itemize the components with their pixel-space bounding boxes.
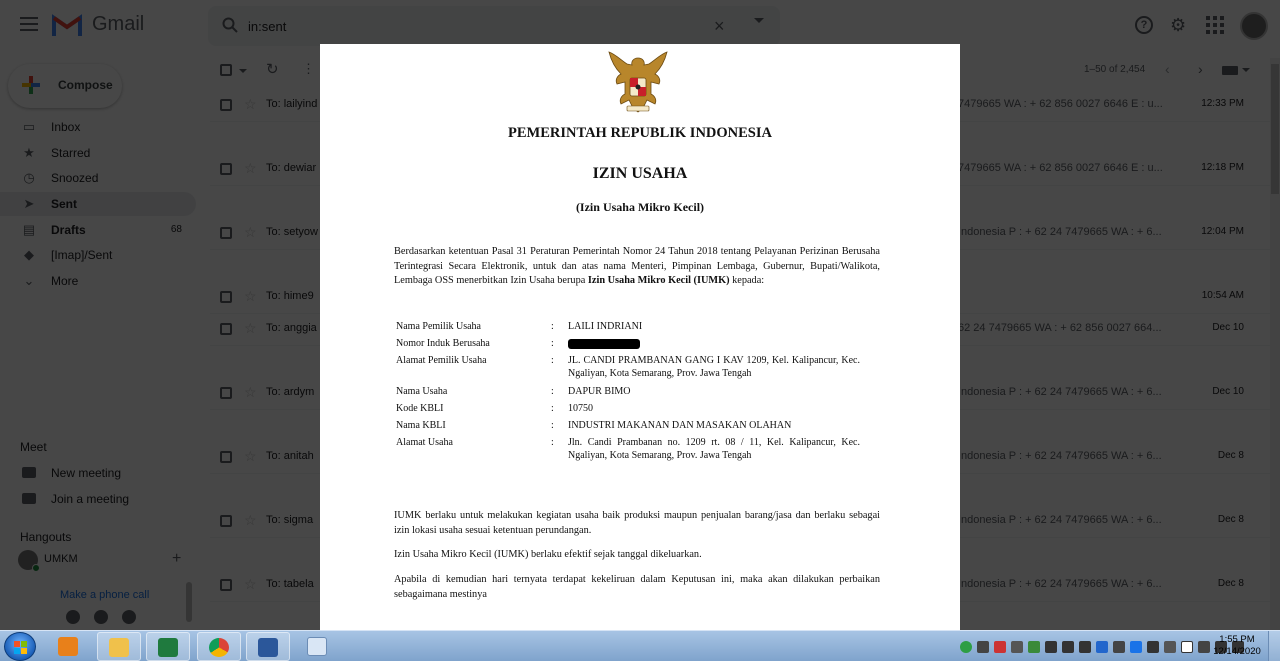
garuda-emblem-icon [607, 50, 669, 116]
taskbar-excel[interactable] [146, 632, 190, 661]
taskbar-word[interactable] [246, 632, 290, 661]
taskbar-file-explorer[interactable] [97, 632, 141, 661]
tray-app-icon[interactable] [1028, 641, 1040, 653]
tray-app-icon[interactable] [1113, 641, 1125, 653]
taskbar-paint[interactable] [296, 632, 340, 661]
file-explorer-icon [109, 638, 129, 657]
tray-app-icon[interactable] [994, 641, 1006, 653]
tray-app-icon[interactable] [977, 641, 989, 653]
document-subtitle: (Izin Usaha Mikro Kecil) [575, 200, 705, 214]
media-player-icon [58, 637, 78, 656]
windows-taskbar [0, 630, 1280, 661]
shield-icon[interactable] [960, 641, 972, 653]
clock-time: 1:55 PM [1219, 634, 1255, 645]
paragraph-perbaikan: Apabila di kemudian hari ternyata terdapat kekeliruan dalam Keputusan ini, maka akan dilakukan perbaikan sebagaimana mestinya [394, 574, 880, 600]
taskbar-media-player[interactable] [47, 632, 91, 661]
tray-app-icon[interactable] [1062, 641, 1074, 653]
tray-app-icon[interactable] [1198, 641, 1210, 653]
document-preview: PEMERINTAH REPUBLIK INDONESIA IZIN USAHA (Izin Usaha Mikro Kecil) Berdasarkan ketentuan Pasal 31 Peraturan Pemerintah Nomor 24 Tahun 2018 tentang Pelayanan Perizinan Berusaha Terintegrasi Secara Elektronik, untuk dan atas nama Menteri, Pimpinan Lembaga, Gubernur, Bupati/Walikota, Lembaga OSS menerbitkan Izin Usaha berupa Izin Usaha Mikro Kecil (IUMK) kepada: Nama Pemilik Usaha : LAILI INDRIANI Nomor Induk Berusaha : Alamat Pemilik Usaha : JL. CANDI PRAMBANAN GANG I KAV 1209, Kel. Kalipancur, Kec. Ngaliyan, Kota Semarang, Prov. Jawa Tengah Nama Usaha : DAPUR BIMO Kode KBLI : 10750 Nama KBLI : INDUSTRI MAKANAN DAN MASAKAN OLAHAN Alamat Usaha : Jln. Candi Prambanan no. 1209 rt. 08 / 11, Kel. Kalipancur, Kec. Ngaliyan, Kota Semarang, Prov. Jawa Tengah IUMK berlaku untuk melakukan kegiatan usaha baik produksi maupun penjualan barang/jasa dan berlaku sebagai izin lokasi usaha sesuai ketentuan perundangan. Izin Usaha Mikro Kecil (IUMK) berlaku efektif sejak tanggal dikeluarkan. Apabila di kemudian hari ternyata terdapat kekeliruan dalam Keputusan ini, maka akan dilakukan perbaikan sebagaimana mestinya [320, 44, 960, 630]
chrome-icon [209, 638, 229, 657]
network-icon[interactable] [1147, 641, 1159, 653]
government-header: PEMERINTAH REPUBLIK INDONESIA [508, 125, 772, 141]
bluetooth-icon[interactable] [1130, 641, 1142, 653]
paragraph-iumk-berlaku: IUMK berlaku untuk melakukan kegiatan usaha baik produksi maupun penjualan barang/jasa dan berlaku sebagai izin lokasi usaha sesuai ketentuan perundangan. [394, 510, 880, 536]
paragraph-efektif: Izin Usaha Mikro Kecil (IUMK) berlaku efektif sejak tanggal dikeluarkan. [394, 549, 702, 560]
iumk-bold-text: Izin Usaha Mikro Kecil (IUMK) [587, 275, 730, 286]
intro-paragraph: Berdasarkan ketentuan Pasal 31 Peraturan Pemerintah Nomor 24 Tahun 2018 tentang Pelayanan Perizinan Berusaha Terintegrasi Secara Elektronik, untuk dan atas nama Menteri, Pimpinan Lembaga, Gubernur, Bupati/Walikota, Lembaga OSS menerbitkan Izin Usaha berupa Izin Usaha Mikro Kecil (IUMK) kepada: [394, 246, 880, 286]
excel-icon [158, 638, 178, 657]
tray-app-icon[interactable] [1096, 641, 1108, 653]
word-icon [258, 638, 278, 657]
tray-app-icon[interactable] [1079, 641, 1091, 653]
tray-app-icon[interactable] [1164, 641, 1176, 653]
system-tray [960, 637, 1244, 657]
redaction-mark [568, 339, 640, 349]
taskbar-chrome[interactable] [197, 632, 241, 661]
tray-app-icon[interactable] [1045, 641, 1057, 653]
system-clock[interactable] [1212, 634, 1262, 658]
tray-app-icon[interactable] [1011, 641, 1023, 653]
show-desktop-button[interactable] [1268, 631, 1280, 661]
document-title: IZIN USAHA [592, 165, 688, 182]
clock-date: 12/14/2020 [1213, 646, 1261, 657]
start-button[interactable] [4, 632, 36, 661]
flag-icon[interactable] [1181, 641, 1193, 653]
paint-icon [307, 637, 327, 656]
